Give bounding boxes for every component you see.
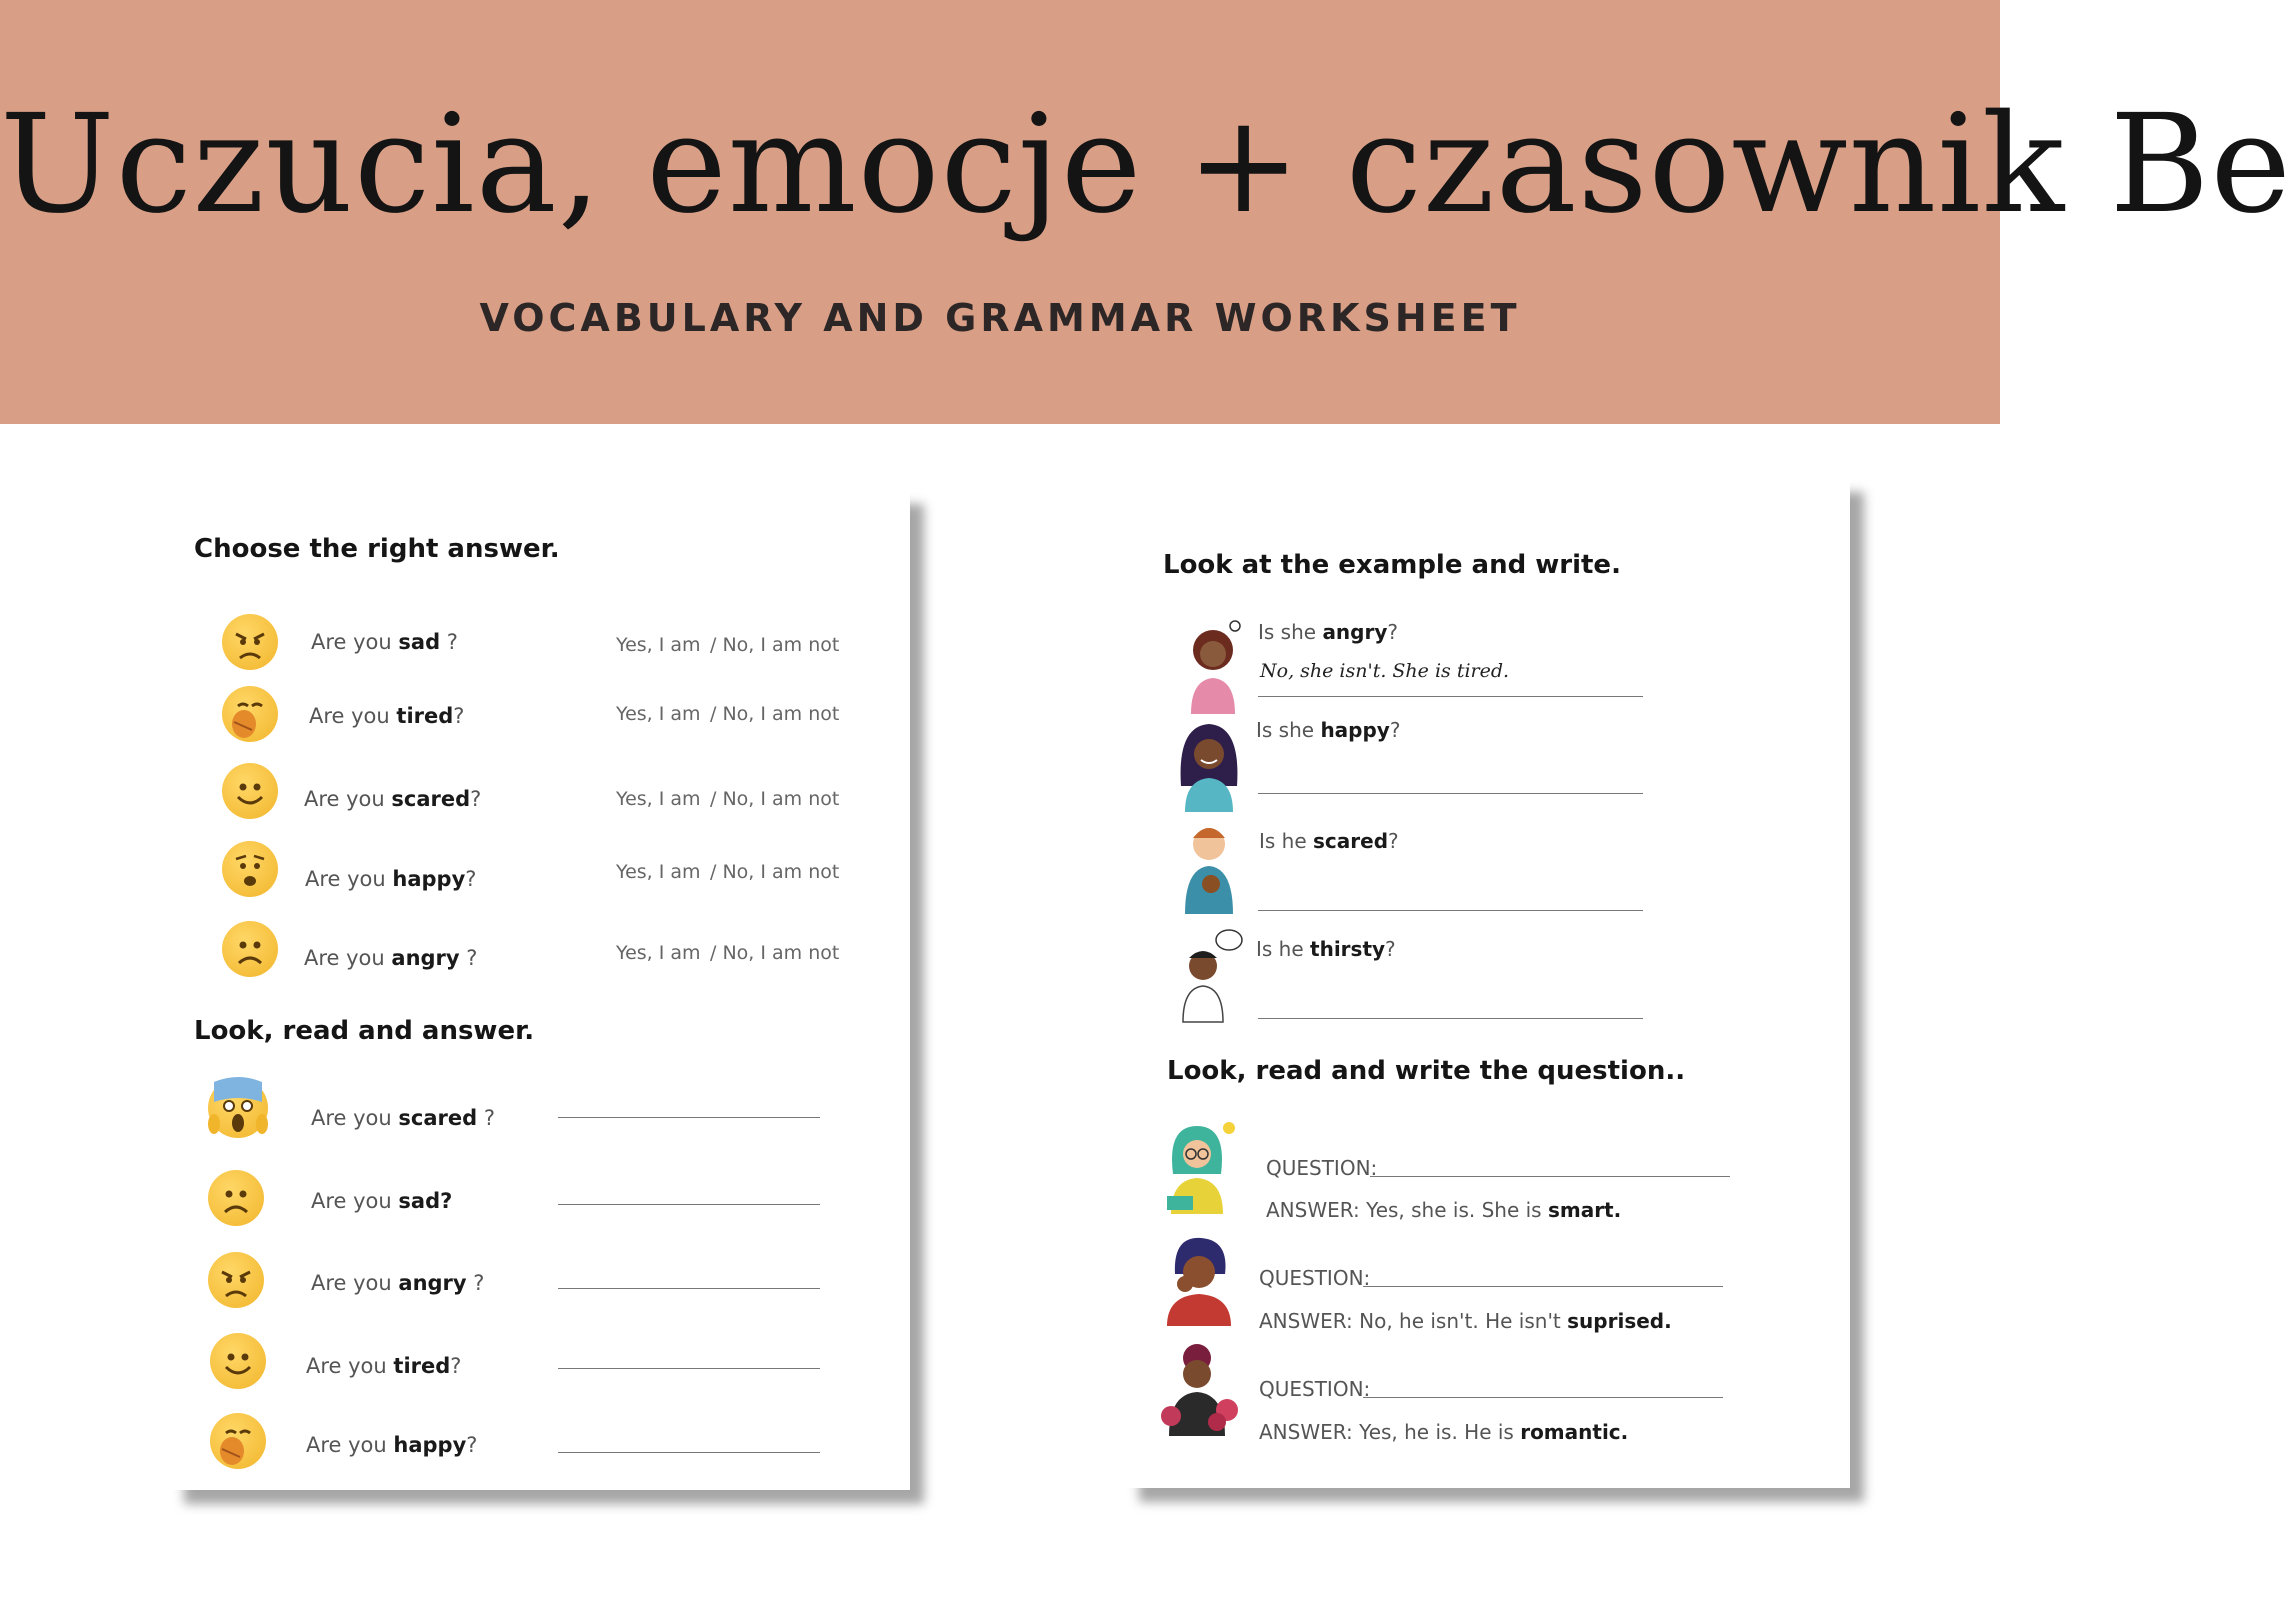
answer-text: ANSWER: No, he isn't. He isn't suprised. bbox=[1259, 1309, 1672, 1333]
question-text: Are you sad? bbox=[311, 1189, 453, 1213]
section-heading: Look at the example and write. bbox=[1163, 550, 1621, 580]
answer-line[interactable] bbox=[1258, 793, 1643, 794]
yawning-face-icon bbox=[222, 686, 278, 742]
frowning-face-icon bbox=[208, 1170, 264, 1226]
question-text: Are you angry ? bbox=[304, 946, 478, 970]
page-title: Uczucia, emocje + czasownik Be bbox=[0, 86, 2292, 244]
page-subtitle: VOCABULARY AND GRAMMAR WORKSHEET bbox=[479, 296, 1521, 340]
answer-no-option[interactable]: / No, I am not bbox=[710, 942, 840, 964]
question-text: Is she angry? bbox=[1258, 620, 1399, 644]
question-text: Are you tired? bbox=[309, 704, 465, 728]
example-answer: No, she isn't. She is tired. bbox=[1260, 660, 1510, 682]
answer-text: ANSWER: Yes, she is. She is smart. bbox=[1266, 1198, 1622, 1222]
question-answer-line[interactable] bbox=[1370, 1176, 1730, 1177]
question-text: Is he thirsty? bbox=[1256, 937, 1396, 961]
question-label: QUESTION: bbox=[1266, 1156, 1378, 1180]
answer-no-option[interactable]: / No, I am not bbox=[710, 861, 840, 883]
girl-smiling-icon bbox=[1173, 716, 1243, 812]
answer-line[interactable] bbox=[1258, 696, 1643, 697]
question-text: Are you scared? bbox=[304, 787, 482, 811]
smiling-face-icon bbox=[222, 763, 278, 819]
question-answer-line[interactable] bbox=[1363, 1397, 1723, 1398]
question-answer-line[interactable] bbox=[1363, 1286, 1723, 1287]
question-text: Are you angry ? bbox=[311, 1271, 485, 1295]
question-text: Are you scared ? bbox=[311, 1106, 495, 1130]
yawning-face-icon bbox=[210, 1413, 266, 1469]
answer-yes-option[interactable]: Yes, I am bbox=[616, 942, 701, 964]
worried-face-icon bbox=[222, 841, 278, 897]
boy-with-teddy-icon bbox=[1173, 818, 1243, 914]
boy-thinking-icon bbox=[1159, 1230, 1239, 1326]
answer-line[interactable] bbox=[558, 1204, 820, 1205]
frowning-face-icon bbox=[222, 921, 278, 977]
answer-yes-option[interactable]: Yes, I am bbox=[616, 703, 701, 725]
girl-thinking-icon bbox=[1177, 618, 1247, 714]
answer-line[interactable] bbox=[558, 1288, 820, 1289]
question-text: Is he scared? bbox=[1259, 829, 1399, 853]
answer-yes-option[interactable]: Yes, I am bbox=[616, 634, 701, 656]
section-heading: Choose the right answer. bbox=[194, 534, 560, 564]
answer-yes-option[interactable]: Yes, I am bbox=[616, 788, 701, 810]
girl-with-book-icon bbox=[1159, 1118, 1239, 1214]
header-banner bbox=[0, 0, 2292, 424]
question-label: QUESTION: bbox=[1259, 1266, 1371, 1290]
answer-yes-option[interactable]: Yes, I am bbox=[616, 861, 701, 883]
screaming-face-icon bbox=[208, 1078, 268, 1138]
boy-thinking-food-icon bbox=[1173, 926, 1243, 1022]
worksheet-left bbox=[170, 490, 910, 1490]
angry-face-icon bbox=[208, 1252, 264, 1308]
question-label: QUESTION: bbox=[1259, 1377, 1371, 1401]
boy-with-flowers-icon bbox=[1157, 1340, 1247, 1436]
smiling-face-icon bbox=[210, 1333, 266, 1389]
section-heading: Look, read and answer. bbox=[194, 1016, 535, 1046]
worksheet-right bbox=[1125, 478, 1850, 1488]
question-text: Is she happy? bbox=[1256, 718, 1401, 742]
question-text: Are you tired? bbox=[306, 1354, 462, 1378]
question-text: Are you happy? bbox=[306, 1433, 478, 1457]
answer-line[interactable] bbox=[558, 1368, 820, 1369]
angry-face-icon bbox=[222, 614, 278, 670]
answer-no-option[interactable]: / No, I am not bbox=[710, 703, 840, 725]
question-text: Are you happy? bbox=[305, 867, 477, 891]
section-heading: Look, read and write the question.. bbox=[1167, 1056, 1686, 1086]
answer-line[interactable] bbox=[1258, 1018, 1643, 1019]
answer-text: ANSWER: Yes, he is. He is romantic. bbox=[1259, 1420, 1629, 1444]
answer-no-option[interactable]: / No, I am not bbox=[710, 788, 840, 810]
answer-line[interactable] bbox=[1258, 910, 1643, 911]
answer-no-option[interactable]: / No, I am not bbox=[710, 634, 840, 656]
answer-line[interactable] bbox=[558, 1117, 820, 1118]
question-text: Are you sad ? bbox=[311, 630, 458, 654]
answer-line[interactable] bbox=[558, 1452, 820, 1453]
